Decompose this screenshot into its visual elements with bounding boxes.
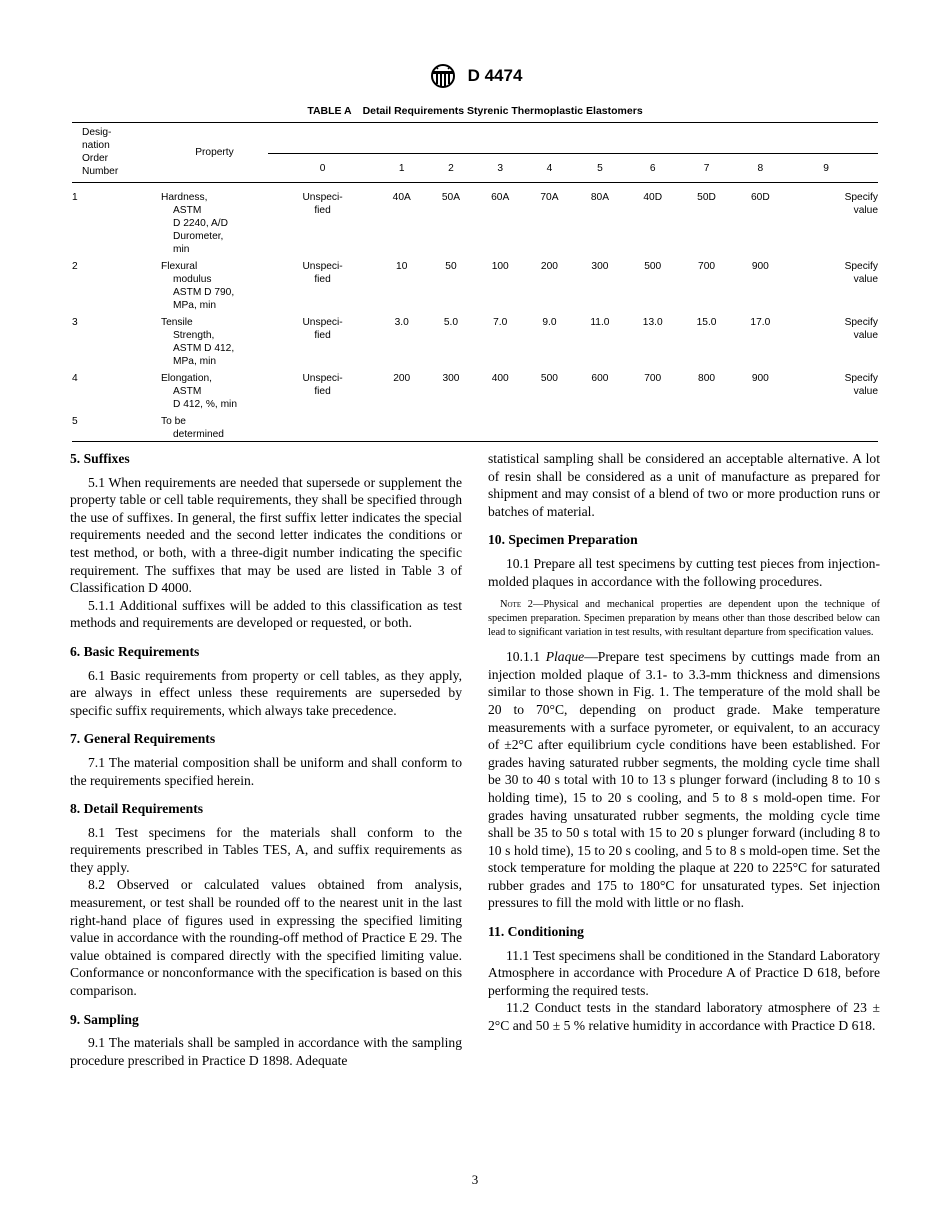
cell-value <box>426 415 475 442</box>
astm-logo-icon <box>428 63 458 89</box>
property-name <box>161 372 268 411</box>
cell-line: fied <box>314 330 331 341</box>
page-header <box>0 63 950 89</box>
cell-line: value <box>853 330 878 341</box>
cell-value: 7.0 <box>493 317 508 328</box>
cell-value: 11.0 <box>590 317 610 328</box>
cell-value: 800 <box>698 373 716 384</box>
cell-column-header: 4 <box>525 154 574 183</box>
cell-0-value <box>268 372 377 411</box>
section <box>70 730 462 789</box>
note-label: Note 2 <box>500 599 533 611</box>
property-line: ASTM <box>173 386 202 397</box>
cell-column-header: 2 <box>426 154 475 183</box>
header-line: Order <box>82 153 109 164</box>
cell-value <box>626 415 680 442</box>
property-line: D 2240, A/D <box>173 218 228 229</box>
cell-9-value <box>787 372 878 411</box>
cell-line: Unspeci- <box>302 373 343 384</box>
cell-0-value <box>268 415 377 442</box>
property-name <box>161 260 268 312</box>
table-row <box>72 415 878 442</box>
cell-value: 9.0 <box>542 317 557 328</box>
cell-value: 50D <box>697 192 716 203</box>
table-title: Detail Requirements Styrenic Thermoplastic Elastomers <box>362 105 643 117</box>
table-row <box>72 372 878 411</box>
section <box>70 450 462 632</box>
cell-value: 40A <box>392 192 411 203</box>
paragraph: 9.1 The materials shall be sampled in accordance with the sampling procedure prescribed in Practice D 1898. Adequate <box>70 1035 462 1068</box>
property-line: modulus <box>173 274 212 285</box>
cell-column-header: 1 <box>377 154 426 183</box>
cell-0-value <box>268 316 377 368</box>
property-line: determined <box>173 429 224 440</box>
cell-column-header: 7 <box>680 154 734 183</box>
designation-order-header <box>72 123 161 183</box>
table-row <box>72 316 878 368</box>
property-line: min <box>173 244 190 255</box>
paragraph: 5.1.1 Additional suffixes will be added to this classification as test methods and requirements are developed or requested, or both. <box>70 597 462 631</box>
section <box>70 1011 462 1070</box>
property-line: ASTM D 790, <box>173 287 235 298</box>
property-line: ASTM D 412, <box>173 343 235 354</box>
cell-value: 50A <box>441 192 461 203</box>
cell-value: 60D <box>750 192 770 203</box>
cell-9-value <box>787 260 878 312</box>
section-11 <box>488 923 880 1035</box>
continuation-paragraph: statistical sampling shall be considered an acceptable alternative. A lot of resin shall be considered as a unit of manufacture as prepared for shipment and may consist of a blend of two or more production runs or batches of material. <box>488 451 880 519</box>
property-line: Strength, <box>173 330 215 341</box>
property-name <box>161 415 268 442</box>
paragraph: 8.2 Observed or calculated values obtained from analysis, measurement, or test shall be rounded off to the nearest unit in the last right-hand place of figures used in expressing the specified limiting value in accordance with the rounding-off method of Practice E 29. The value obtained is compared directly with the specified limiting value. Conformance or nonconformance with the specification is based on this comparison. <box>70 877 462 999</box>
property-line: Hardness, <box>161 192 208 203</box>
table-row <box>72 260 878 312</box>
cell-0-value <box>268 260 377 312</box>
section-heading: 9. Sampling <box>70 1011 139 1027</box>
property-name <box>161 316 268 368</box>
cell-value: 80A <box>590 192 609 203</box>
section-heading: 11. Conditioning <box>488 924 584 940</box>
left-column <box>70 450 462 1080</box>
cell-value: 600 <box>591 373 609 384</box>
designation-number: 4 <box>72 373 78 384</box>
property-header: Property <box>161 123 268 183</box>
designation-number: 1 <box>72 192 78 203</box>
cell-value: 400 <box>491 373 509 384</box>
designation-number: 5 <box>72 415 161 442</box>
cell-value <box>377 415 426 442</box>
paragraph: 6.1 Basic requirements from property or cell tables, as they apply, are always in effect unless these requirements are superseded by specific suffix requirements, which always take precedence. <box>70 667 462 718</box>
property-line: Flexural <box>161 261 198 272</box>
section-heading: 8. Detail Requirements <box>70 801 204 817</box>
cell-value: 200 <box>393 373 411 384</box>
cell-value: 3.0 <box>394 317 409 328</box>
cell-0-value <box>268 191 377 256</box>
section <box>70 800 462 1000</box>
cell-column-header: 5 <box>574 154 626 183</box>
paragraph: 5.1 When requirements are needed that supersede or supplement the property table or cell table requirements, they shall be specified through the use of suffixes. In general, the first suffix letter indicates the special requirements needed and the second letter indicates the conditions or test method, or both, with a three-digit number indicating the specific requirement. The suffixes that may be used are listed in Table 3 of Classification D 4000. <box>70 474 462 596</box>
property-name <box>161 191 268 256</box>
cell-line: fied <box>314 205 331 216</box>
section-heading: 10. Specimen Preparation <box>488 532 638 548</box>
right-column <box>488 450 880 1046</box>
cell-line: value <box>853 205 878 216</box>
cell-column-header: 3 <box>476 154 525 183</box>
cell-value: 700 <box>644 373 662 384</box>
table-caption <box>0 105 950 117</box>
cell-line: fied <box>314 274 331 285</box>
cell-value <box>525 415 574 442</box>
paragraph-10-1: 10.1 Prepare all test specimens by cutting test pieces from injection-molded plaques in accordance with the following procedures. <box>488 555 880 589</box>
designation-number: 2 <box>72 261 78 272</box>
cell-value: 500 <box>540 373 558 384</box>
section-heading: 7. General Requirements <box>70 731 216 747</box>
cell-value <box>476 415 525 442</box>
cell-line: value <box>853 274 878 285</box>
paragraph: 7.1 The material composition shall be uniform and shall conform to the requirements specified herein. <box>70 754 462 788</box>
cell-value: 70A <box>540 192 559 203</box>
cell-line: value <box>853 386 878 397</box>
cell-9-value <box>787 316 878 368</box>
cell-9-value <box>787 191 878 256</box>
paragraph-10-1-1 <box>488 648 880 912</box>
section-heading: 6. Basic Requirements <box>70 643 200 659</box>
clause-text: —Prepare test specimens by cuttings made from an injection molded plaque of 3.1- to 3.3-mm thickness and dimensions similar to those shown in Fig. 1. The temperature of the mold shall be 20 to 70°C, depending on product grade. Make temperature measurements with a surface pyrometer, or equivalent, to an accuracy of ±2°C after equilibrium cycle conditions have been established. For grades having saturated rubber segments, the molding cycle time shall be 30 to 40 s total with 10 to 13 s plunger forward (including 8 to 10 s holding time), 15 to 20 s cooling, and 5 to 8 s mold-open time. For grades having unsaturated rubber segments, the molding cycle time shall be 35 to 50 s total with 15 to 20 s plunger forward (including 8 to 10 s hold time), 15 to 20 s cooling, and 5 to 8 s mold-open time. Set the stock temperature for molding the plaque at 220 to 225°C for saturated rubber grades and 175 to 180°C for unsaturated types. Set injection pressures to fill the mold with little or no flash. <box>488 649 880 911</box>
cell-header-spacer <box>268 123 878 154</box>
cell-value: 200 <box>540 261 558 272</box>
cell-value: 10 <box>396 261 408 272</box>
property-line: MPa, min <box>173 300 217 311</box>
section <box>70 643 462 719</box>
page-number: 3 <box>471 1172 479 1187</box>
property-line: D 412, %, min <box>173 399 237 410</box>
cell-value <box>574 415 626 442</box>
property-line: Tensile <box>161 317 193 328</box>
cell-value: 15.0 <box>696 317 717 328</box>
cell-value: 60A <box>491 192 510 203</box>
cell-value: 900 <box>751 261 769 272</box>
cell-line: fied <box>314 386 331 397</box>
cell-line: Unspeci- <box>302 192 343 203</box>
cell-value: 17.0 <box>750 317 771 328</box>
cell-line: Unspeci- <box>302 261 343 272</box>
cell-value: 40D <box>643 192 663 203</box>
section-10 <box>488 531 880 912</box>
clause-term: Plaque <box>545 649 585 665</box>
row-spacer <box>72 183 878 192</box>
cell-value <box>733 415 787 442</box>
section-heading: 5. Suffixes <box>70 451 130 466</box>
cell-column-header: 6 <box>626 154 680 183</box>
header-line: Number <box>82 166 119 177</box>
property-line: MPa, min <box>173 356 217 367</box>
table-row <box>72 191 878 256</box>
cell-value <box>680 415 734 442</box>
cell-value: 50 <box>445 261 457 272</box>
property-line: To be <box>161 416 186 427</box>
cell-column-header: 0 <box>268 154 377 183</box>
document-number: D 4474 <box>467 66 523 85</box>
header-line: nation <box>82 140 110 151</box>
cell-value: 500 <box>644 261 662 272</box>
cell-line: Specify <box>844 373 878 384</box>
cell-value: 100 <box>491 261 509 272</box>
designation-number: 3 <box>72 317 78 328</box>
cell-line: Specify <box>844 317 878 328</box>
cell-value: 700 <box>698 261 716 272</box>
property-line: Elongation, <box>161 373 212 384</box>
property-line: ASTM <box>173 205 202 216</box>
cell-line: Specify <box>844 192 878 203</box>
cell-value: 5.0 <box>443 317 459 328</box>
cell-value: 900 <box>751 373 769 384</box>
cell-value: 300 <box>442 373 460 384</box>
note-text: —Physical and mechanical properties are dependent upon the technique of specimen preparation. Specimen preparation by means other than those described below can lead to significant variation in test results, with resultant departure from specification values. <box>488 599 881 639</box>
table-label: TABLE A <box>307 105 352 117</box>
paragraph: 8.1 Test specimens for the materials shall conform to the requirements prescribed in Tables TES, A, and suffix requirements as they apply. <box>70 824 462 875</box>
detail-requirements-table <box>72 122 878 442</box>
paragraph-11-1: 11.1 Test specimens shall be conditioned in the Standard Laboratory Atmosphere in accordance with Procedure A of Practice D 618, before performing the required tests. <box>488 947 880 998</box>
clause-number: 10.1.1 <box>506 649 540 665</box>
cell-value: 13.0 <box>642 317 663 328</box>
cell-9-value <box>787 415 878 442</box>
header-line: Desig- <box>82 127 112 138</box>
cell-column-header: 8 <box>733 154 787 183</box>
note-2 <box>488 598 880 640</box>
cell-value: 300 <box>591 261 609 272</box>
cell-column-header: 9 <box>787 154 878 183</box>
cell-line: Specify <box>844 261 878 272</box>
property-line: Durometer, <box>173 231 224 242</box>
paragraph-11-2: 11.2 Conduct tests in the standard laboratory atmosphere of 23 ± 2°C and 50 ± 5 % relative humidity in accordance with Practice D 618. <box>488 1000 880 1034</box>
cell-line: Unspeci- <box>302 317 343 328</box>
